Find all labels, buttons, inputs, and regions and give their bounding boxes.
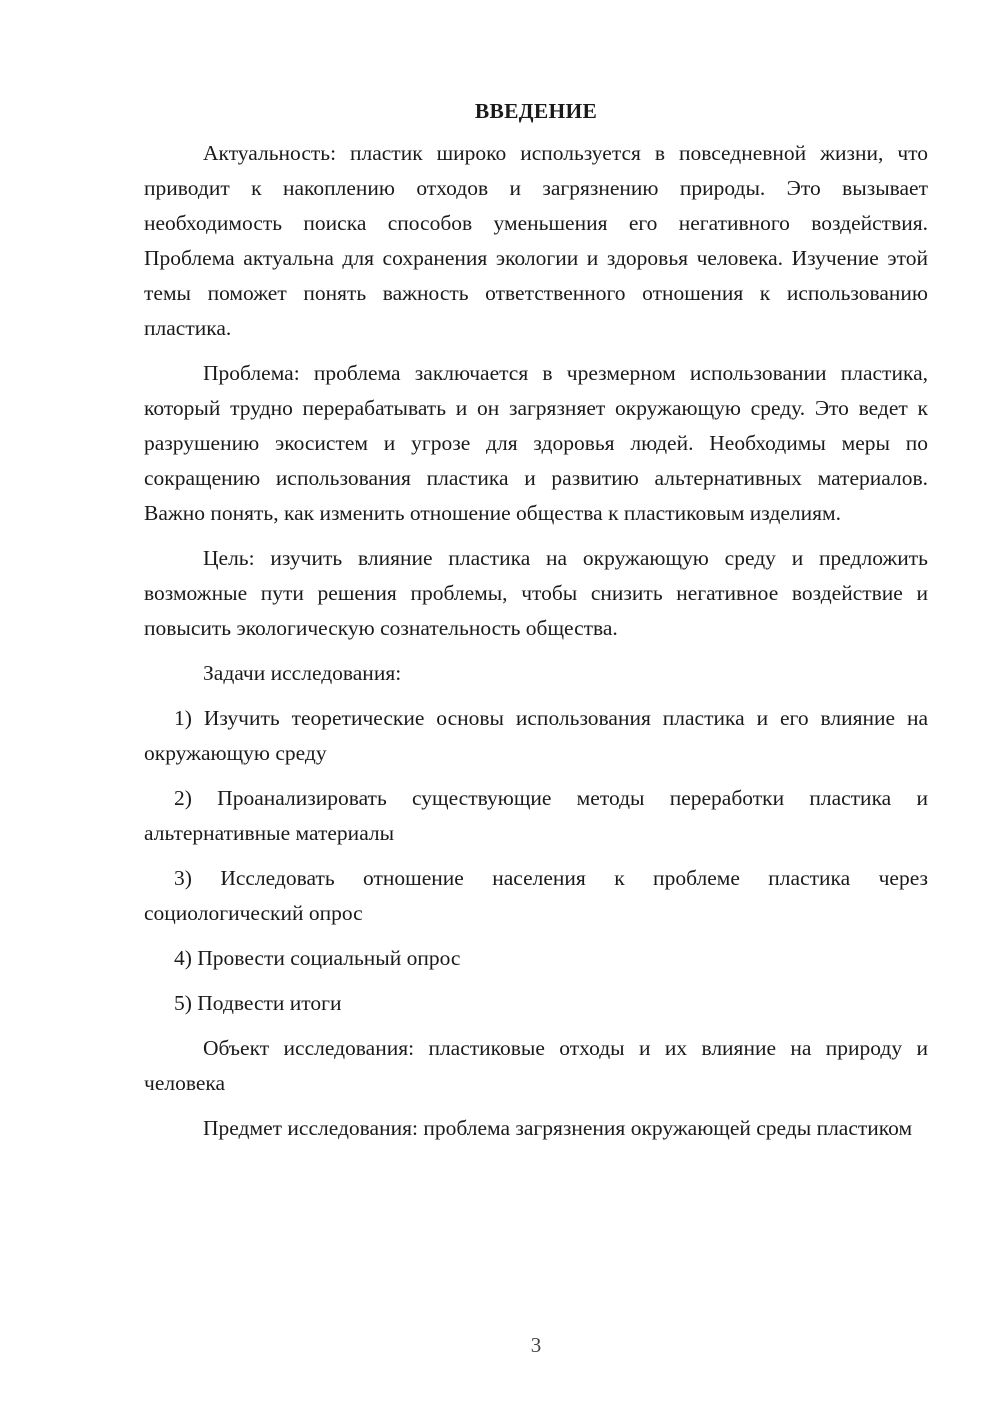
task-item: 4) Провести социальный опрос	[174, 946, 461, 970]
research-object-paragraph: Объект исследования: пластиковые отходы и их влияние на природу и человека	[144, 1036, 928, 1095]
task-item: 5) Подвести итоги	[174, 991, 342, 1015]
goal-paragraph: Цель: изучить влияние пластика на окружающую среду и предложить возможные пути решения проблемы, чтобы снизить негативное воздействие и повысить экологическую сознательность общества.	[144, 546, 928, 640]
problem-paragraph: Проблема: проблема заключается в чрезмерном использовании пластика, который трудно перерабатывать и он загрязняет окружающую среду. Это ведет к разрушению экосистем и угрозе для здоровья людей. Необходимы меры по сокращению использования пластика и развитию альтернативных материалов. Важно понять, как изменить отношение общества к пластиковым изделиям.	[144, 361, 928, 525]
research-subject-paragraph: Предмет исследования: проблема загрязнения окружающей среды пластиком	[203, 1116, 913, 1140]
page-content	[144, 95, 928, 1156]
task-item: 1) Изучить теоретические основы использования пластика и его влияние на окружающую среду	[144, 706, 928, 765]
tasks-heading: Задачи исследования:	[203, 661, 402, 685]
page-number: 3	[530, 1333, 542, 1357]
task-item: 3) Исследовать отношение населения к проблеме пластика через социологический опрос	[144, 866, 928, 925]
task-item: 2) Проанализировать существующие методы переработки пластика и альтернативные материалы	[144, 786, 928, 845]
section-title: ВВЕДЕНИЕ	[474, 99, 598, 123]
relevance-paragraph: Актуальность: пластик широко используется в повседневной жизни, что приводит к накоплению отходов и загрязнению природы. Это вызывает необходимость поиска способов уменьшения его негативного воздействия. Проблема актуальна для сохранения экологии и здоровья человека. Изучение этой темы поможет понять важность ответственного отношения к использованию пластика.	[144, 141, 928, 340]
